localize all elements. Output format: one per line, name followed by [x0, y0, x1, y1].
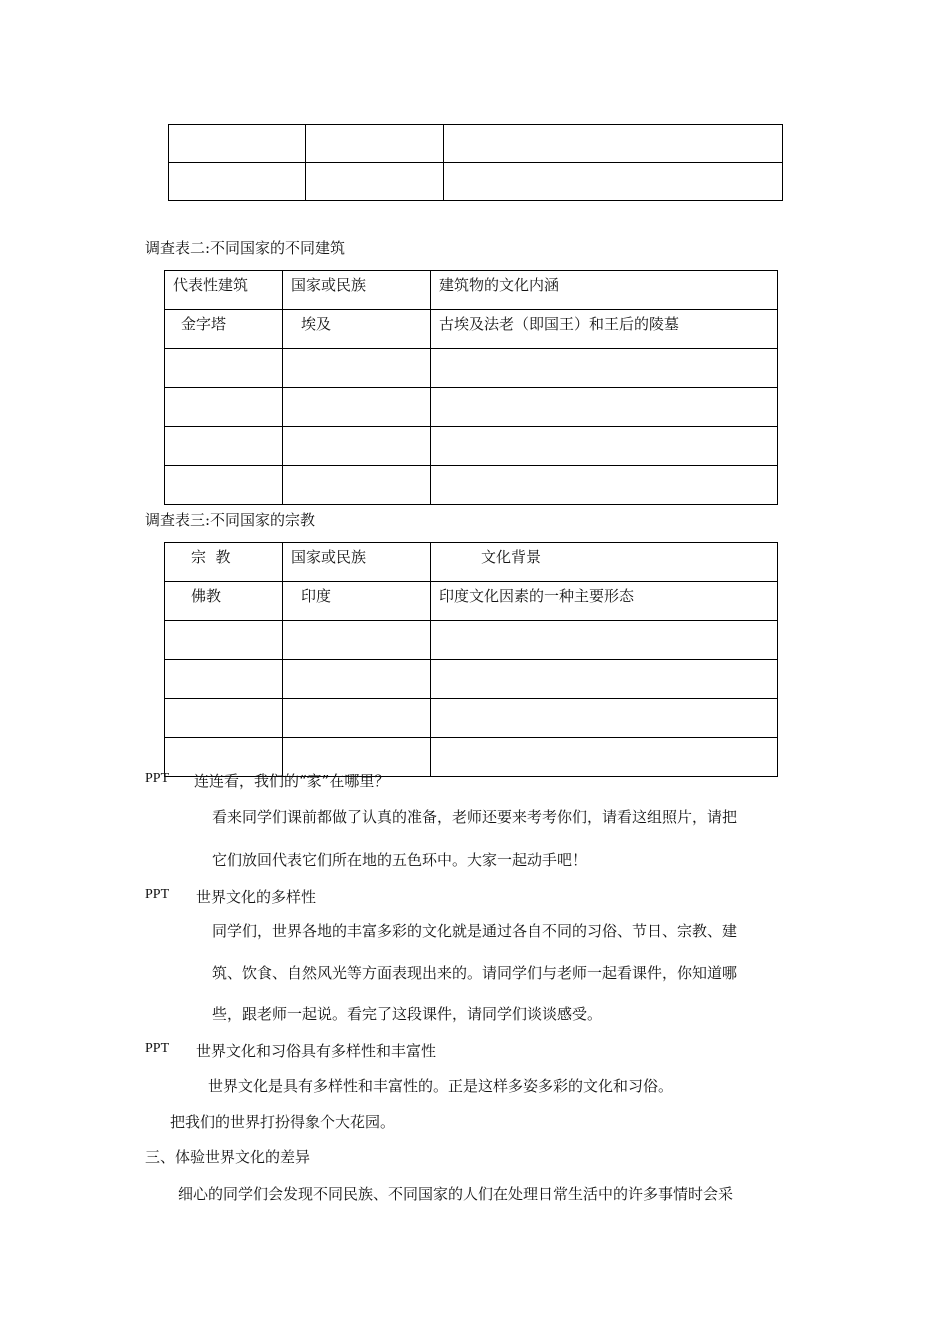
table-cell — [283, 349, 431, 388]
table-row — [165, 388, 778, 427]
table-cell — [283, 466, 431, 505]
ppt-label: PPT — [145, 771, 170, 786]
table-row — [165, 310, 778, 349]
table-cell — [165, 388, 283, 427]
table-cell — [431, 699, 778, 738]
column-header: 宗 教 — [165, 543, 283, 582]
table-row — [165, 427, 778, 466]
table-cell — [444, 125, 783, 163]
table-cell — [444, 163, 783, 201]
ppt-label: PPT — [145, 887, 170, 902]
table-cell — [283, 699, 431, 738]
table-cell — [165, 699, 283, 738]
paragraph-line: 些，跟老师一起说。看完了这段课件，请同学们谈谈感受。 — [212, 1005, 603, 1023]
survey3-table — [164, 542, 778, 777]
table-cell — [431, 349, 778, 388]
table-cell — [431, 427, 778, 466]
table-cell — [169, 163, 306, 201]
table-cell — [165, 660, 283, 699]
paragraph-line: 同学们，世界各地的丰富多彩的文化就是通过各自不同的习俗、节日、宗教、建 — [212, 922, 738, 940]
partial-table — [168, 124, 783, 201]
table-cell — [431, 660, 778, 699]
table-cell — [431, 388, 778, 427]
table-cell — [306, 125, 444, 163]
paragraph-line: 看来同学们课前都做了认真的准备，老师还要来考考你们，请看这组照片，请把 — [212, 808, 738, 826]
table-cell — [431, 621, 778, 660]
table-cell: 印度文化因素的一种主要形态 — [431, 582, 778, 621]
table-cell — [431, 738, 778, 777]
table-row — [165, 582, 778, 621]
paragraph-line: 世界文化是具有多样性和丰富性的。正是这样多姿多彩的文化和习俗。 — [208, 1077, 674, 1095]
column-header: 文化背景 — [431, 543, 778, 582]
table-row — [169, 125, 783, 163]
table-cell: 埃及 — [283, 310, 431, 349]
column-header: 国家或民族 — [283, 543, 431, 582]
survey3-caption: 调查表三:不同国家的宗教 — [145, 511, 316, 529]
ppt-label: PPT — [145, 1041, 170, 1056]
paragraph-line: 把我们的世界打扮得象个大花园。 — [170, 1113, 396, 1131]
table-header-row — [165, 271, 778, 310]
table-cell — [165, 466, 283, 505]
table-row — [165, 466, 778, 505]
table-cell — [306, 163, 444, 201]
section-title: 世界文化和习俗具有多样性和丰富性 — [196, 1042, 437, 1060]
paragraph-line: 筑、饮食、自然风光等方面表现出来的。请同学们与老师一起看课件，你知道哪 — [212, 964, 738, 982]
table-row — [165, 621, 778, 660]
table-cell — [283, 660, 431, 699]
table-cell — [165, 427, 283, 466]
table-cell: 印度 — [283, 582, 431, 621]
survey2-table — [164, 270, 778, 505]
column-header: 代表性建筑 — [165, 271, 283, 310]
table-header-row — [165, 543, 778, 582]
table-cell — [283, 388, 431, 427]
table-cell — [283, 427, 431, 466]
paragraph-line: 它们放回代表它们所在地的五色环中。大家一起动手吧！ — [212, 851, 588, 869]
table-row — [165, 660, 778, 699]
column-header: 建筑物的文化内涵 — [431, 271, 778, 310]
table-cell — [165, 621, 283, 660]
table-cell — [283, 621, 431, 660]
section-title: 连连看，我们的“家”在哪里？ — [194, 772, 390, 790]
table-cell: 古埃及法老（即国王）和王后的陵墓 — [431, 310, 778, 349]
table-cell — [431, 466, 778, 505]
table-cell: 佛教 — [165, 582, 283, 621]
section-heading: 三、体验世界文化的差异 — [145, 1148, 311, 1166]
table-row — [165, 349, 778, 388]
table-cell — [169, 125, 306, 163]
section-title: 世界文化的多样性 — [196, 888, 317, 906]
column-header: 国家或民族 — [283, 271, 431, 310]
table-cell — [165, 349, 283, 388]
paragraph-line: 细心的同学们会发现不同民族、不同国家的人们在处理日常生活中的许多事情时会采 — [178, 1185, 734, 1203]
table-row — [169, 163, 783, 201]
table-row — [165, 699, 778, 738]
survey2-caption: 调查表二:不同国家的不同建筑 — [145, 239, 346, 257]
table-cell: 金字塔 — [165, 310, 283, 349]
